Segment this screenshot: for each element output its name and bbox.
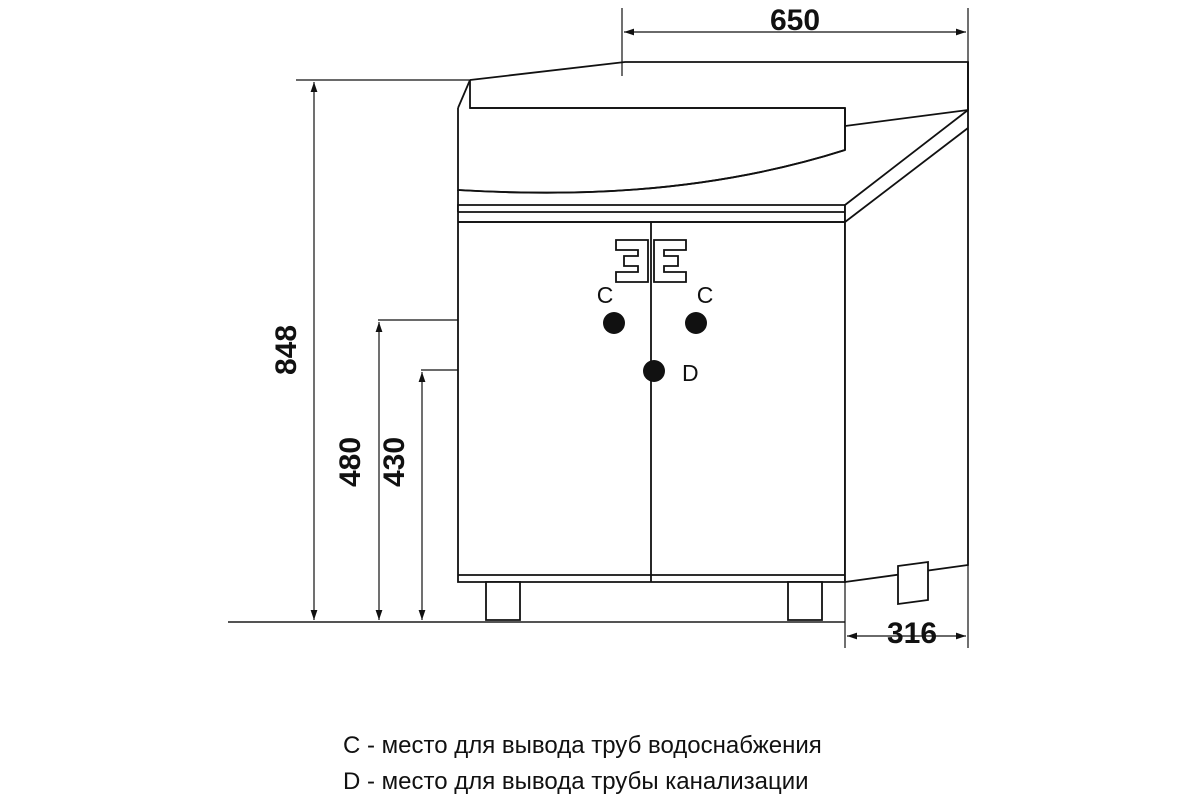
- dimension-depth: 316: [886, 617, 938, 650]
- label-c-left: C: [596, 282, 614, 308]
- cabinet-body: [228, 62, 968, 622]
- dimension-width-top: 650: [769, 4, 821, 37]
- label-d-center: D: [682, 360, 699, 386]
- dimension-height-total: 848: [270, 324, 303, 376]
- dimension-height-mid: 480: [334, 436, 367, 488]
- dimension-height-low: 430: [378, 436, 411, 488]
- marker-d-center: [643, 360, 665, 382]
- marker-c-right: [685, 312, 707, 334]
- legend-line-c: C - место для вывода труб водоснабжения: [343, 732, 822, 759]
- label-c-right: C: [696, 282, 714, 308]
- legend-line-d: D - место для вывода трубы канализации: [343, 768, 809, 795]
- marker-c-left: [603, 312, 625, 334]
